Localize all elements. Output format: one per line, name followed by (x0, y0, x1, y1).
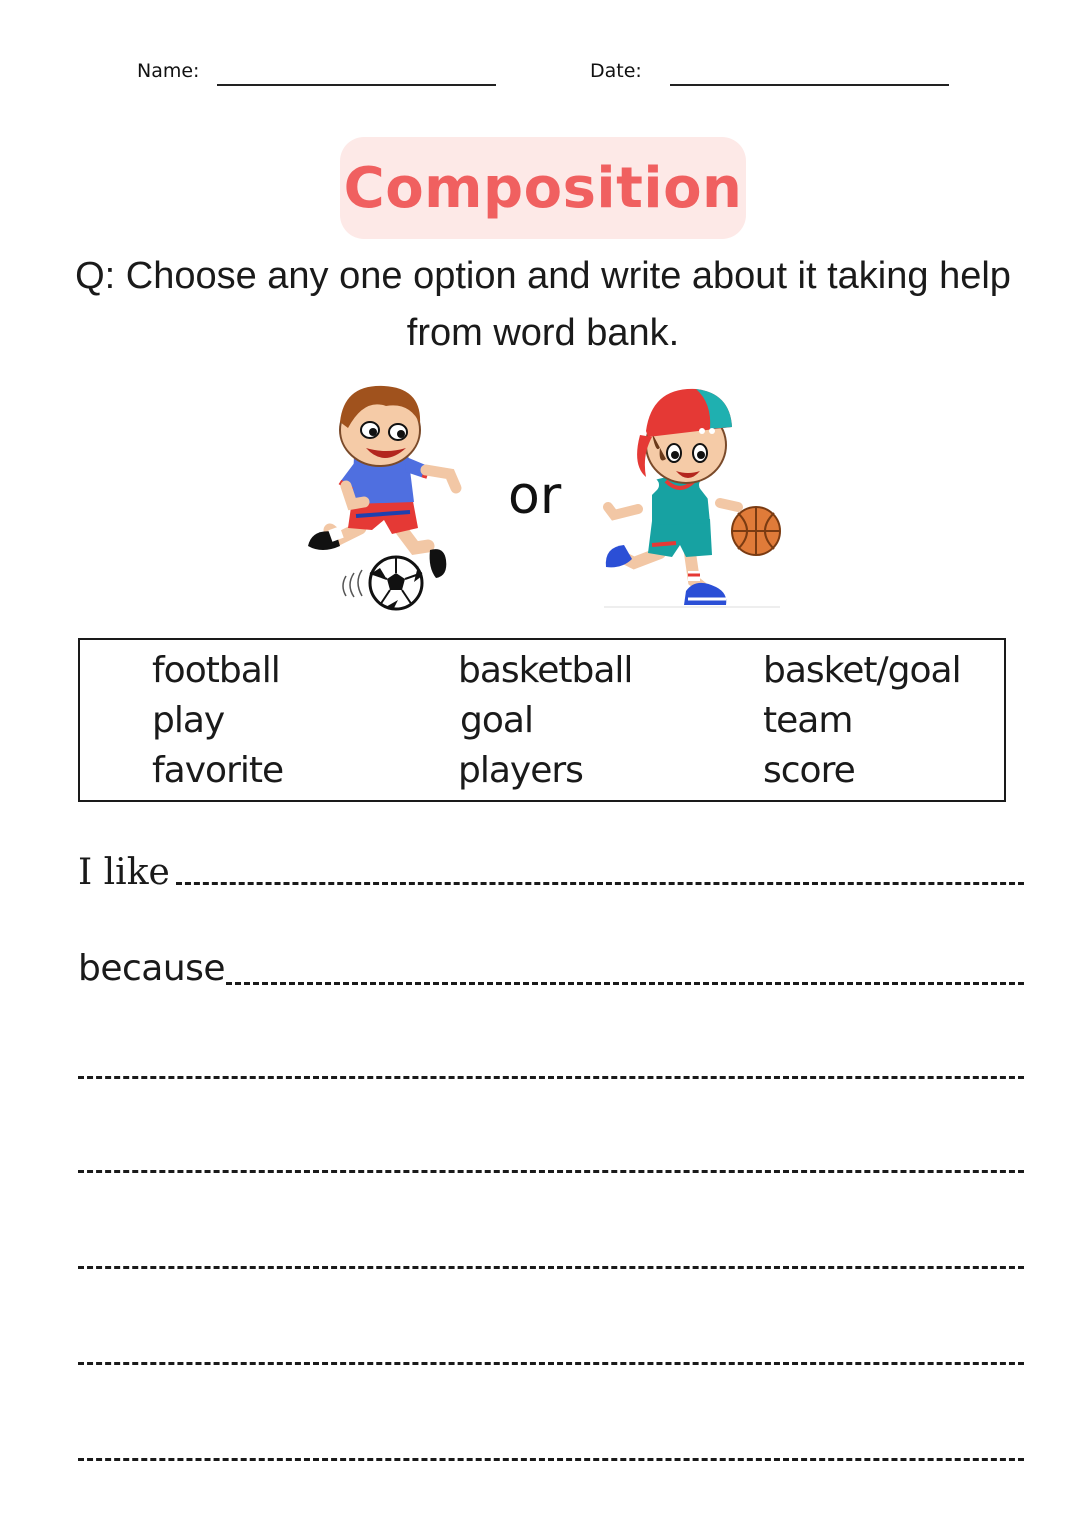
or-separator: or (508, 466, 562, 526)
writing-line[interactable] (226, 982, 1024, 985)
writing-line[interactable] (78, 1076, 1024, 1079)
word-bank-item: favorite (152, 750, 284, 791)
question (60, 248, 1026, 362)
prompt-i-like: I like (78, 852, 170, 893)
word-bank-item: score (763, 750, 855, 791)
writing-line[interactable] (78, 1266, 1024, 1269)
word-bank-item: play (152, 700, 225, 741)
word-bank (78, 638, 1006, 802)
writing-line[interactable] (78, 1170, 1024, 1173)
question-line-2: from word bank. (406, 312, 680, 354)
word-bank-item: basket/goal (763, 650, 961, 691)
word-bank-item: goal (460, 700, 533, 741)
date-line[interactable] (670, 84, 949, 86)
name-line[interactable] (217, 84, 496, 86)
page-title: Composition (343, 155, 743, 221)
date-label: Date: (590, 60, 642, 82)
question-line-1: Q: Choose any one option and write about it taking help (75, 255, 1011, 297)
word-bank-item: players (458, 750, 583, 791)
boy-playing-basketball-icon (600, 385, 782, 610)
writing-line[interactable] (78, 1458, 1024, 1461)
word-bank-item: football (152, 650, 280, 691)
boy-playing-football-icon (300, 378, 465, 613)
name-label: Name: (137, 60, 200, 82)
title-badge (340, 137, 746, 239)
writing-line[interactable] (78, 1362, 1024, 1365)
writing-line[interactable] (176, 882, 1024, 885)
word-bank-item: basketball (458, 650, 633, 691)
prompt-because: because (78, 948, 226, 989)
word-bank-item: team (763, 700, 853, 741)
